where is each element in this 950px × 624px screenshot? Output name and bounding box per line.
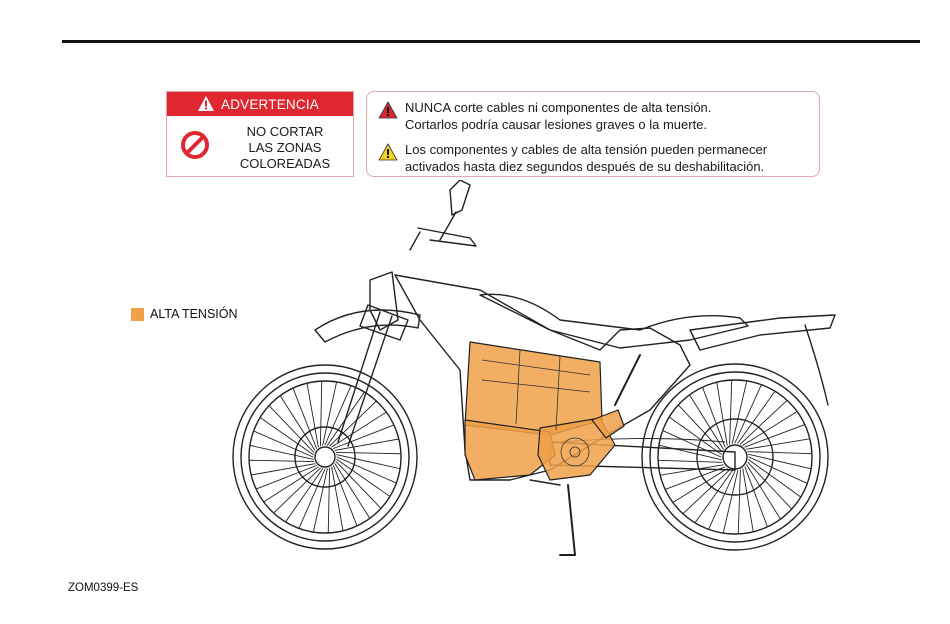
high-voltage-components [465, 342, 624, 480]
front-fork [338, 180, 476, 446]
wheel-spoke [336, 452, 401, 453]
high-voltage-swatch [131, 308, 144, 321]
message-line: NUNCA corte cables ni componentes de alta tensión. [405, 100, 712, 115]
warning-line: NO CORTAR [246, 124, 324, 139]
safety-message-panel [366, 91, 820, 177]
caution-message [405, 141, 767, 175]
warning-line: LAS ZONAS [248, 140, 322, 155]
wheel-spoke [717, 382, 727, 445]
figure-id: ZOM0399-ES [68, 582, 139, 594]
wheel-spoke [745, 425, 805, 448]
wheel-spoke [743, 469, 753, 532]
message-line: activados hasta diez segundos después de su deshabilitación. [405, 159, 765, 174]
warning-label-text [225, 124, 345, 172]
wheel-spoke [337, 455, 400, 469]
wheel-spoke [730, 380, 732, 444]
seat [480, 294, 748, 348]
wheel-spoke [745, 467, 768, 527]
high-voltage-label: ALTA TENSIÓN [150, 307, 238, 321]
warning-line: COLOREADAS [239, 156, 331, 171]
motorcycle-illustration [220, 180, 840, 570]
rear-shock [615, 355, 640, 405]
top-rule [62, 40, 920, 43]
prohibition-icon [180, 130, 210, 160]
wheel-spoke [320, 381, 321, 446]
wheel-spoke [249, 460, 314, 461]
wheel-spoke [328, 468, 329, 533]
wheel-spoke [738, 470, 740, 534]
warning-label-header [167, 92, 353, 116]
message-line: Los componentes y cables de alta tensión pueden permanecer [405, 142, 768, 157]
front-wheel [233, 365, 417, 549]
wheel-spoke [748, 452, 812, 454]
wheel-spoke [313, 469, 327, 532]
wheel-spoke [250, 445, 313, 459]
wheel-spoke [703, 387, 726, 447]
warning-label-title: ADVERTENCIA [221, 96, 319, 112]
headlight [370, 272, 398, 330]
wheel-spoke [747, 439, 810, 449]
warning-label [166, 91, 354, 177]
wheel-spoke [665, 467, 725, 490]
front-fender [315, 310, 420, 342]
wheel-spoke [658, 460, 722, 462]
danger-triangle-icon [378, 101, 398, 119]
warning-triangle-icon [197, 95, 215, 112]
message-line: Cortarlos podría causar lesiones graves o la muerte. [405, 117, 708, 132]
kickstand [560, 485, 575, 555]
danger-message [405, 99, 711, 133]
rear-fender [690, 315, 835, 350]
wheel-spoke [323, 382, 337, 445]
caution-triangle-icon [378, 143, 398, 161]
